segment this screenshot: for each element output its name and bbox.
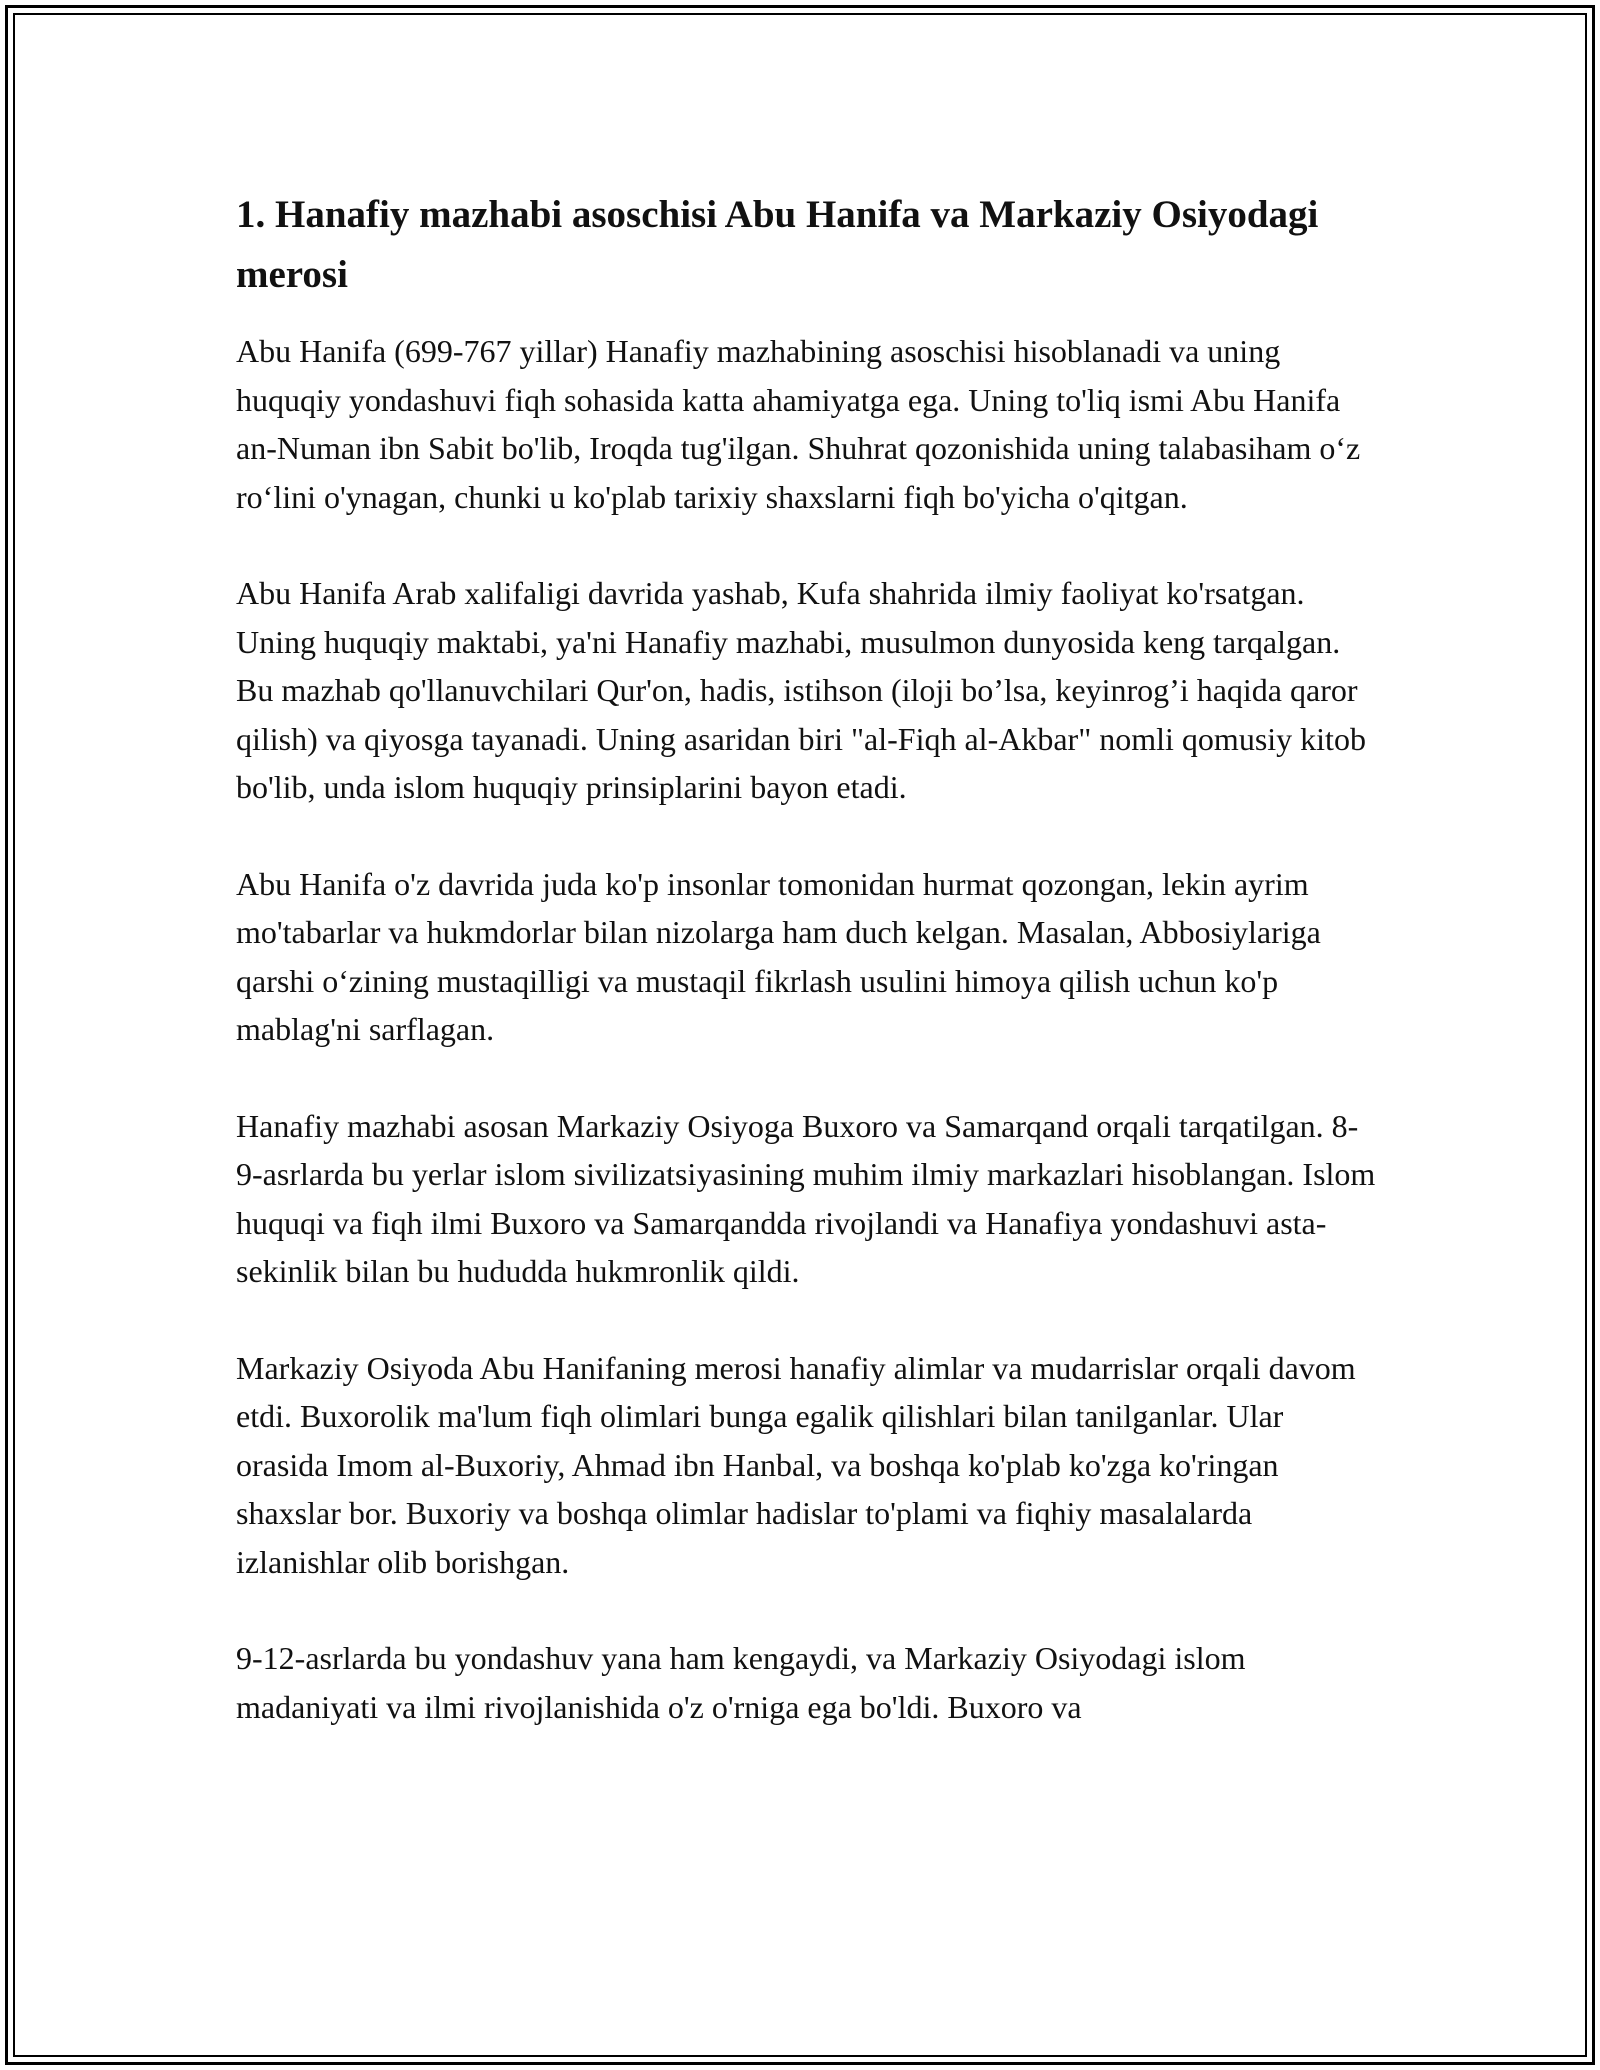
paragraph-4: Hanafiy mazhabi asosan Markaziy Osiyoga Buxoro va Samarqand orqali tarqatilgan. 8-9-asrlarda bu yerlar islom sivilizatsiyasining muhim ilmiy markazlari hisoblangan. Islom huquqi va fiqh ilmi Buxoro va Samarqandda rivojlandi va Hanafiya yondashuvi asta-sekinlik bilan bu hududda hukmronlik qildi. bbox=[236, 1107, 1376, 1289]
paragraph-6: 9-12-asrlarda bu yondashuv yana ham kengaydi, va Markaziy Osiyodagi islom madaniyati va ilmi rivojlanishida o'z o'rniga ega bo'ldi. Buxoro va bbox=[236, 1640, 1246, 1725]
section-heading: 1. Hanafiy mazhabi asoschisi Abu Hanifa va Markaziy Osiyodagi merosi bbox=[236, 193, 1319, 296]
paragraph-3: Abu Hanifa o'z davrida juda ko'p insonlar tomonidan hurmat qozongan, lekin ayrim mo'tabarlar va hukmdorlar bilan nizolarga ham duch kelgan. Masalan, Abbosiylariga qarshi o‘zining mustaqilligi va mustaqil fikrlash usulini himoya qilish uchun ko'p mablag'ni sarflagan. bbox=[236, 865, 1321, 1047]
paragraph-5: Markaziy Osiyoda Abu Hanifaning merosi hanafiy alimlar va mudarrislar orqali davom etdi. Buxorolik ma'lum fiqh olimlari bunga egalik qilishlari bilan tanilganlar. Ular orasida Imom al-Buxoriy, Ahmad ibn Hanbal, va boshqa ko'plab ko'zga ko'ringan shaxslar bor. Buxoriy va boshqa olimlar hadislar to'plami va fiqhiy masalalarda izlanishlar olib borishgan. bbox=[236, 1349, 1356, 1580]
paragraph-1: Abu Hanifa (699-767 yillar) Hanafiy mazhabining asoschisi hisoblanadi va uning huquqiy yondashuvi fiqh sohasida katta ahamiyatga ega. Uning to'liq ismi Abu Hanifa an-Numan ibn Sabit bo'lib, Iroqda tug'ilgan. Shuhrat qozonishida uning talabasiham o‘z ro‘lini o'ynagan, chunki u ko'plab tarixiy shaxslarni fiqh bo'yicha o'qitgan. bbox=[236, 333, 1361, 515]
paragraph-2: Abu Hanifa Arab xalifaligi davrida yashab, Kufa shahrida ilmiy faoliyat ko'rsatgan. Uning huquqiy maktabi, ya'ni Hanafiy mazhabi, musulmon dunyosida keng tarqalgan. Bu mazhab qo'llanuvchilari Qur'on, hadis, istihson (iloji bo’lsa, keyinrog’i haqida qaror qilish) va qiyosga tayanadi. Uning asaridan biri "al-Fiqh al-Akbar" nomli qomusiy kitob bo'lib, unda islom huquqiy prinsiplarini bayon etadi. bbox=[236, 575, 1366, 805]
document-body bbox=[236, 185, 1376, 1779]
